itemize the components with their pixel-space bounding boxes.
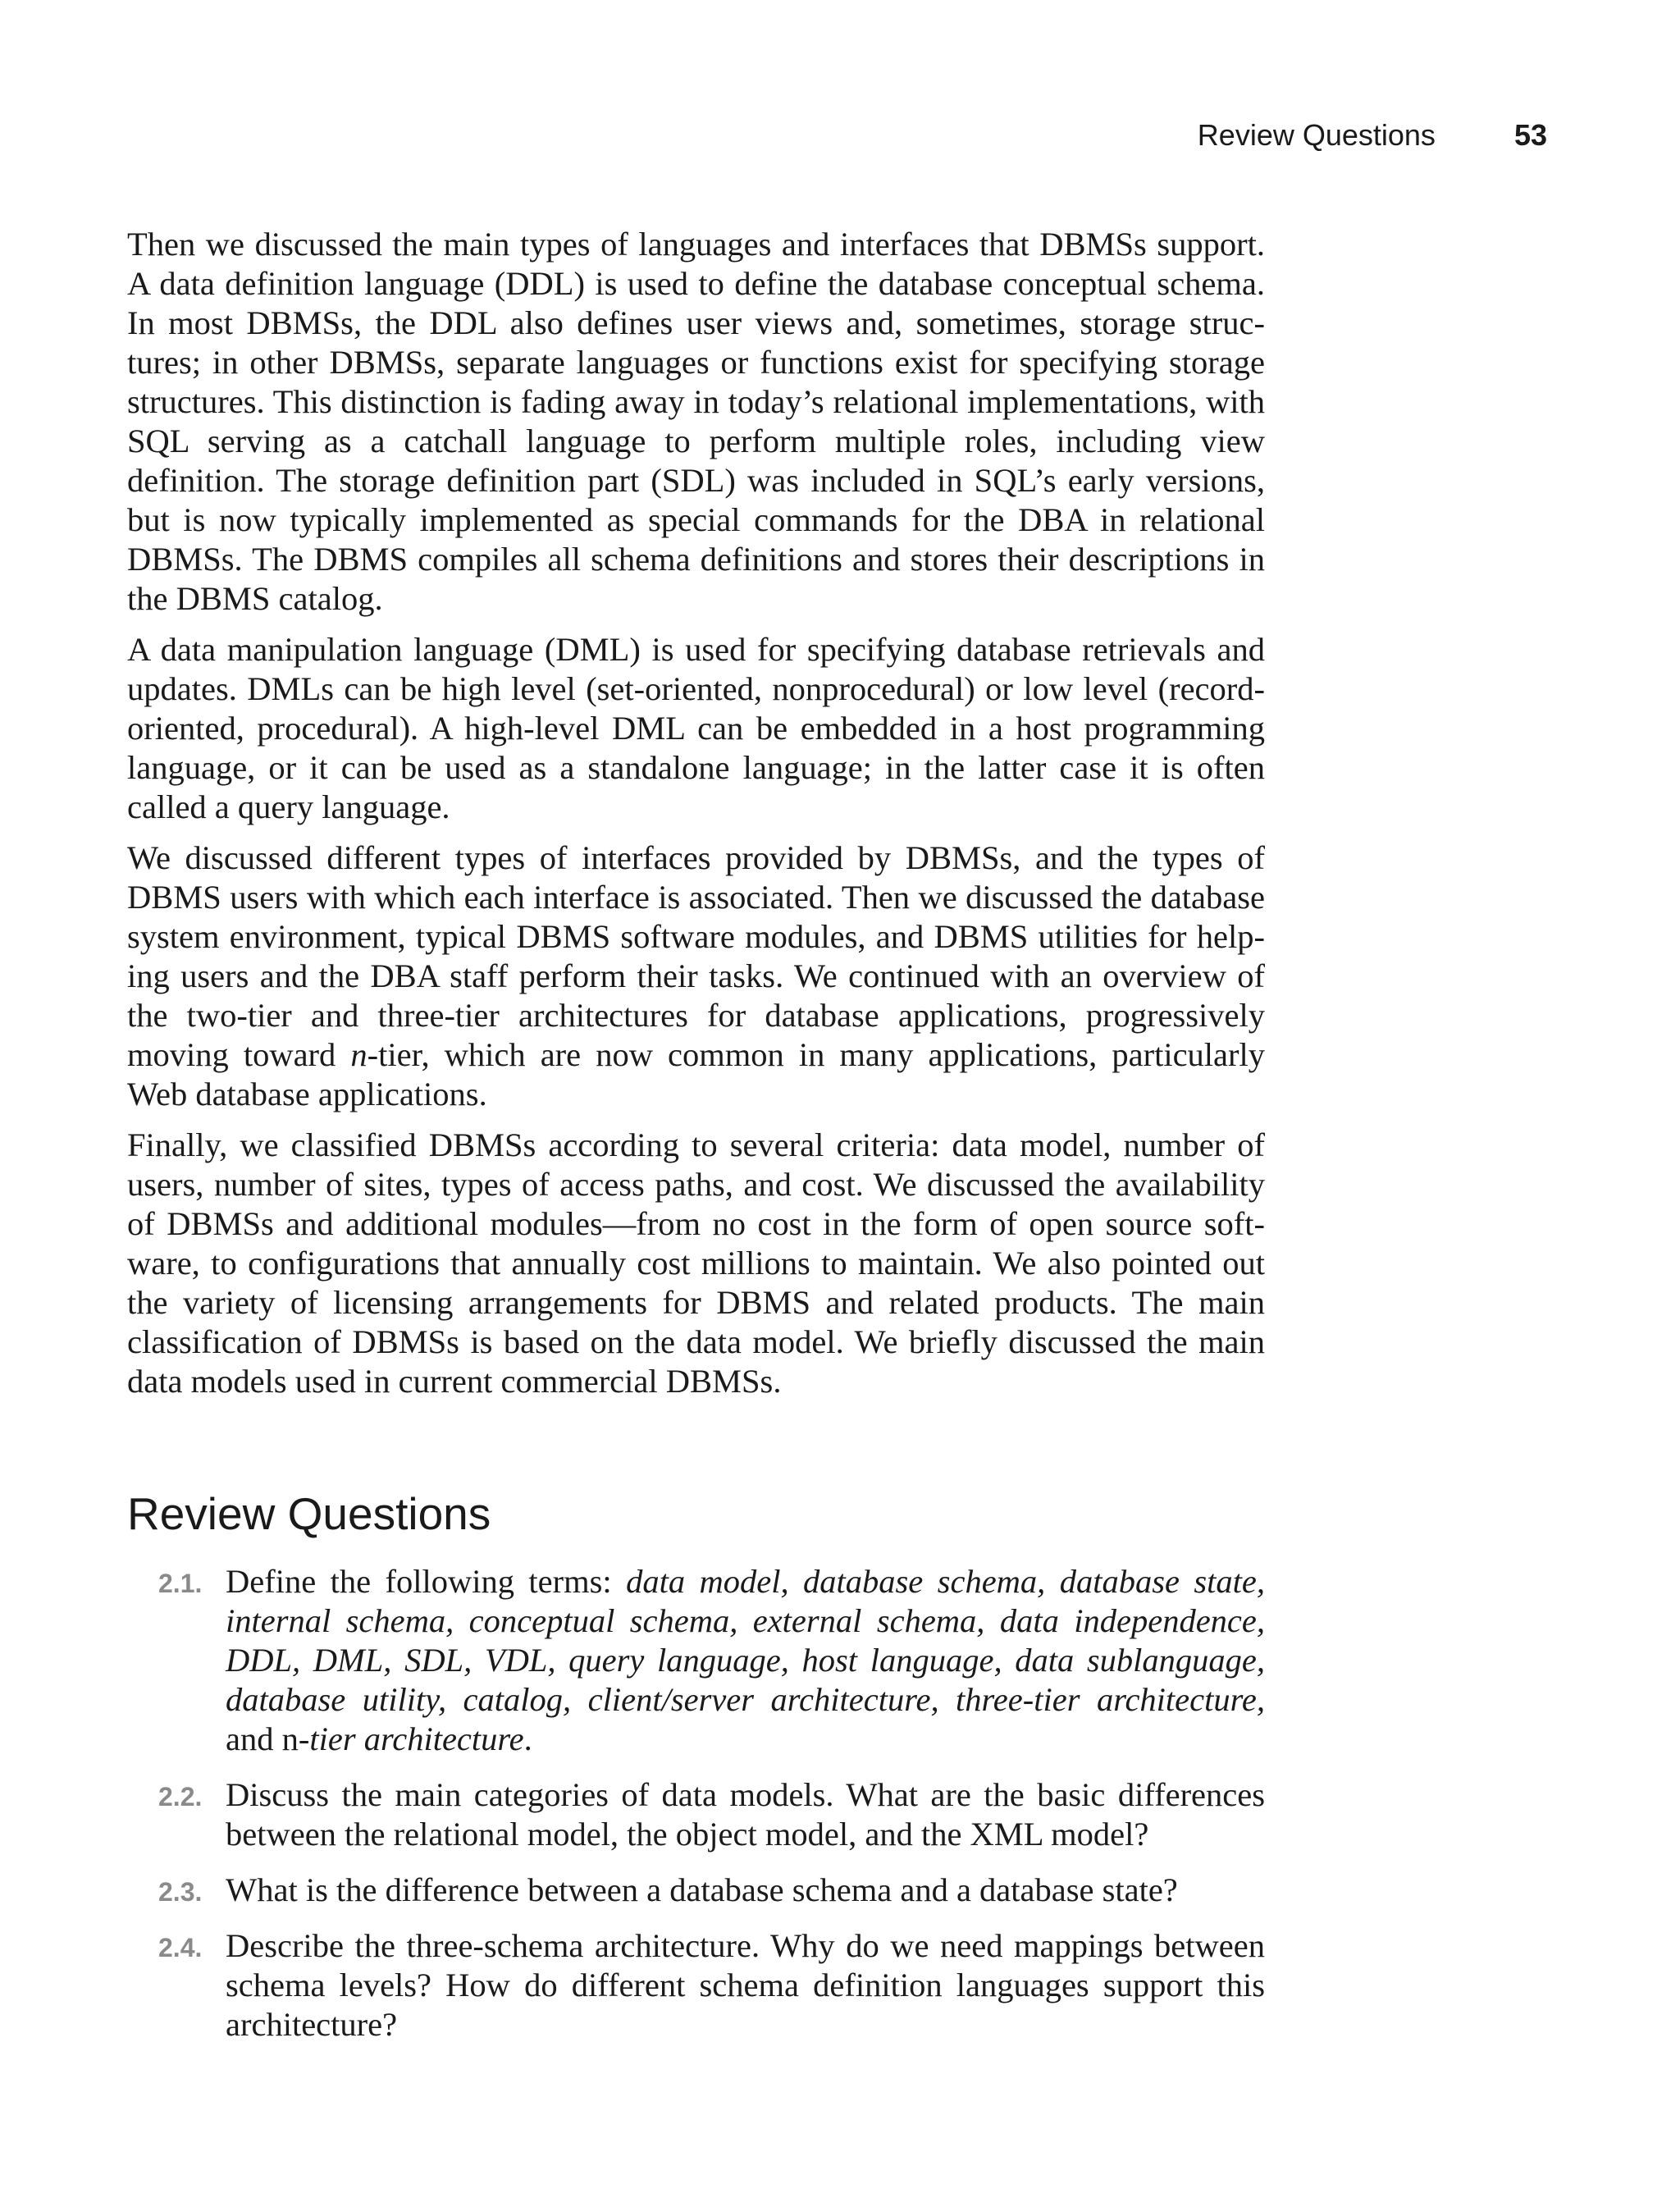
question-last-prefix: n: [281, 1720, 299, 1757]
paragraph-dml: A data manipulation language (DML) is used for specifying database retrievals and updates. DMLs can be high level (set-oriented, nonprocedural) or low level (record-oriented, procedural). A high-level DML can be embedded in a host programming language, or it can be used as a standalone language; in the latter case it is often called a query language.: [127, 631, 1265, 825]
paragraph-classification: Finally, we classified DBMSs according to several criteria: data model, number of users, number of sites, types of access paths, and cost. We discussed the availability of DBMSs and additional modules—from no cost in the form of open source software, to configurations that annually cost millions to maintain. We also pointed out the variety of licensing arrangements for DBMS and related products. The main classification of DBMSs is based on the data model. We briefly discussed the main data models used in current commercial DBMSs.: [127, 1126, 1265, 1400]
question-number: 2.1.: [158, 1569, 203, 1598]
question-text: Describe the three-schema architecture. Why do we need mappings between schema levels? How do different schema definition languages support this architecture?: [226, 1927, 1265, 2043]
question-number: 2.3.: [158, 1877, 203, 1907]
question-2-3: [127, 1871, 1265, 1910]
question-text: What is the difference between a database schema and a database state?: [226, 1871, 1178, 1908]
question-number: 2.4.: [158, 1933, 203, 1962]
review-questions-list: [127, 1562, 1265, 2061]
question-last-term: -tier architecture: [298, 1720, 524, 1757]
question-end: .: [523, 1720, 532, 1757]
page-number: 53: [1513, 118, 1547, 152]
paragraph-interfaces: [127, 838, 1265, 1114]
summary-text: [127, 225, 1265, 1413]
question-text: [226, 1563, 1265, 1757]
question-2-1: [127, 1562, 1265, 1759]
paragraph-languages: Then we discussed the main types of languages and interfaces that DBMSs support. A data definition language (DDL) is used to define the database conceptual schema. In most DBMSs, the DDL also defines user views and, sometimes, storage structures; in other DBMSs, separate languages or functions exist for specifying storage structures. This distinction is fading away in today’s relational implementations, with SQL serving as a catchall language to perform multiple roles, including view definition. The storage definition part (SDL) was included in SQL’s early versions, but is now typically implemented as special commands for the DBA in relational DBMSs. The DBMS compiles all schema definitions and stores their descriptions in the DBMS catalog.: [127, 226, 1265, 617]
question-lead: Define the following terms:: [226, 1563, 627, 1600]
section-heading-review-questions: Review Questions: [127, 1488, 491, 1539]
question-conjunction: and: [226, 1720, 282, 1757]
paragraph-interfaces-text-1: We discussed different types of interfaces provided by DBMSs, and the types of DBMS users with which each interface is associated. Then we discussed the database system environment, typical DBMS software modules, and DBMS utilities for helping users and the DBA staff perform their tasks. We continued with an overview of the two-tier and three-tier architectures for database applications, progressively moving toward: [127, 839, 1265, 1073]
question-2-4: [127, 1926, 1265, 2044]
running-head: [1198, 118, 1547, 153]
question-text: Discuss the main categories of data models. What are the basic differences between the relational model, the object model, and the XML model?: [226, 1776, 1265, 1853]
running-head-title: Review Questions: [1197, 118, 1436, 152]
question-2-2: [127, 1775, 1265, 1854]
paragraph-interfaces-text-2: -tier, which are now common in many applications, particularly Web database applications.: [127, 1036, 1266, 1112]
question-number: 2.2.: [158, 1782, 203, 1811]
question-terms: data model, database schema, database state, internal schema, conceptual schema, external schema, data independence, DDL, DML, SDL, VDL, query language, host language, data sublanguage, database utility, catalog, client/server architecture, three-tier architecture,: [226, 1563, 1265, 1718]
paragraph-interfaces-italic-n: n: [350, 1036, 368, 1073]
